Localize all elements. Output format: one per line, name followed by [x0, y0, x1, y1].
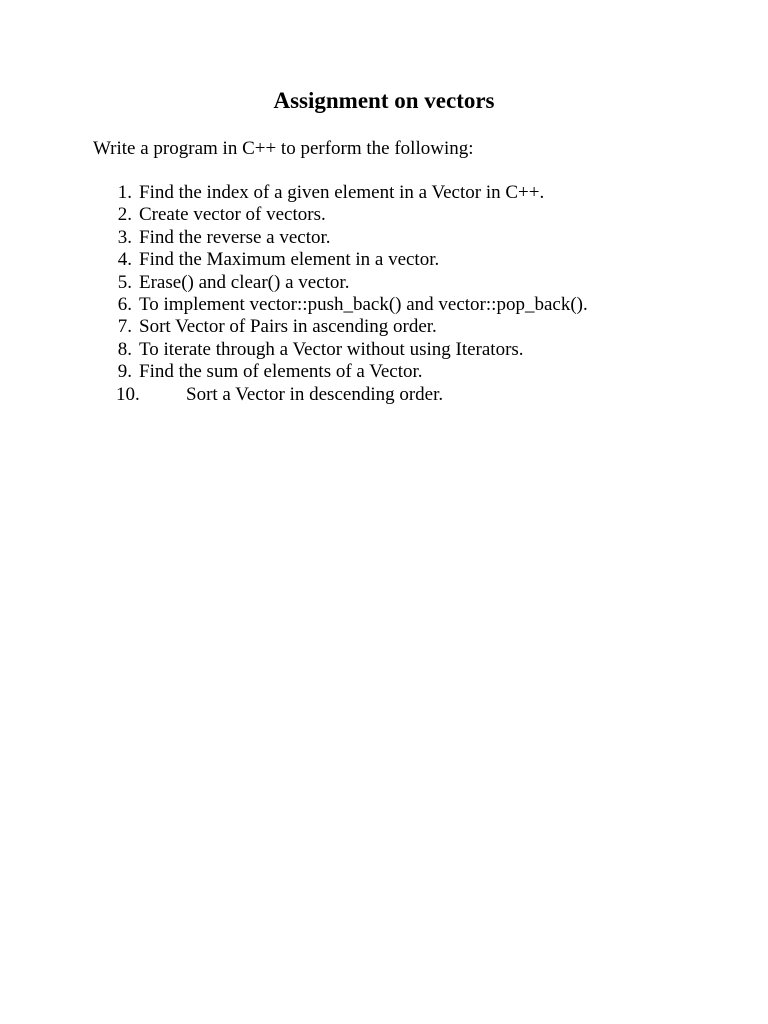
item-number: 2. — [117, 204, 132, 226]
item-text: To implement vector::push_back() and vector::pop_back(). — [139, 293, 588, 315]
item-text: Sort Vector of Pairs in ascending order. — [139, 316, 437, 338]
item-text: Find the reverse a vector. — [139, 226, 331, 248]
item-text: Find the sum of elements of a Vector. — [139, 361, 423, 383]
item-text: Create vector of vectors. — [139, 204, 326, 226]
item-number: 5. — [117, 271, 132, 293]
item-text: Find the Maximum element in a vector. — [139, 249, 440, 271]
item-number: 8. — [117, 338, 132, 360]
item-number: 6. — [117, 293, 132, 315]
item-number: 7. — [117, 316, 132, 338]
item-number: 10. — [116, 383, 140, 405]
item-text: Find the index of a given element in a Vector in C++. — [139, 182, 545, 203]
item-text: Sort a Vector in descending order. — [186, 383, 444, 405]
item-text: To iterate through a Vector without using Iterators. — [139, 338, 524, 360]
document-title: Assignment on vectors — [273, 88, 495, 113]
intro-text: Write a program in C++ to perform the following: — [93, 138, 474, 159]
item-number: 1. — [117, 182, 132, 203]
item-number: 3. — [117, 226, 132, 248]
item-number: 9. — [117, 361, 132, 383]
item-text: Erase() and clear() a vector. — [139, 271, 350, 293]
item-number: 4. — [117, 249, 132, 271]
